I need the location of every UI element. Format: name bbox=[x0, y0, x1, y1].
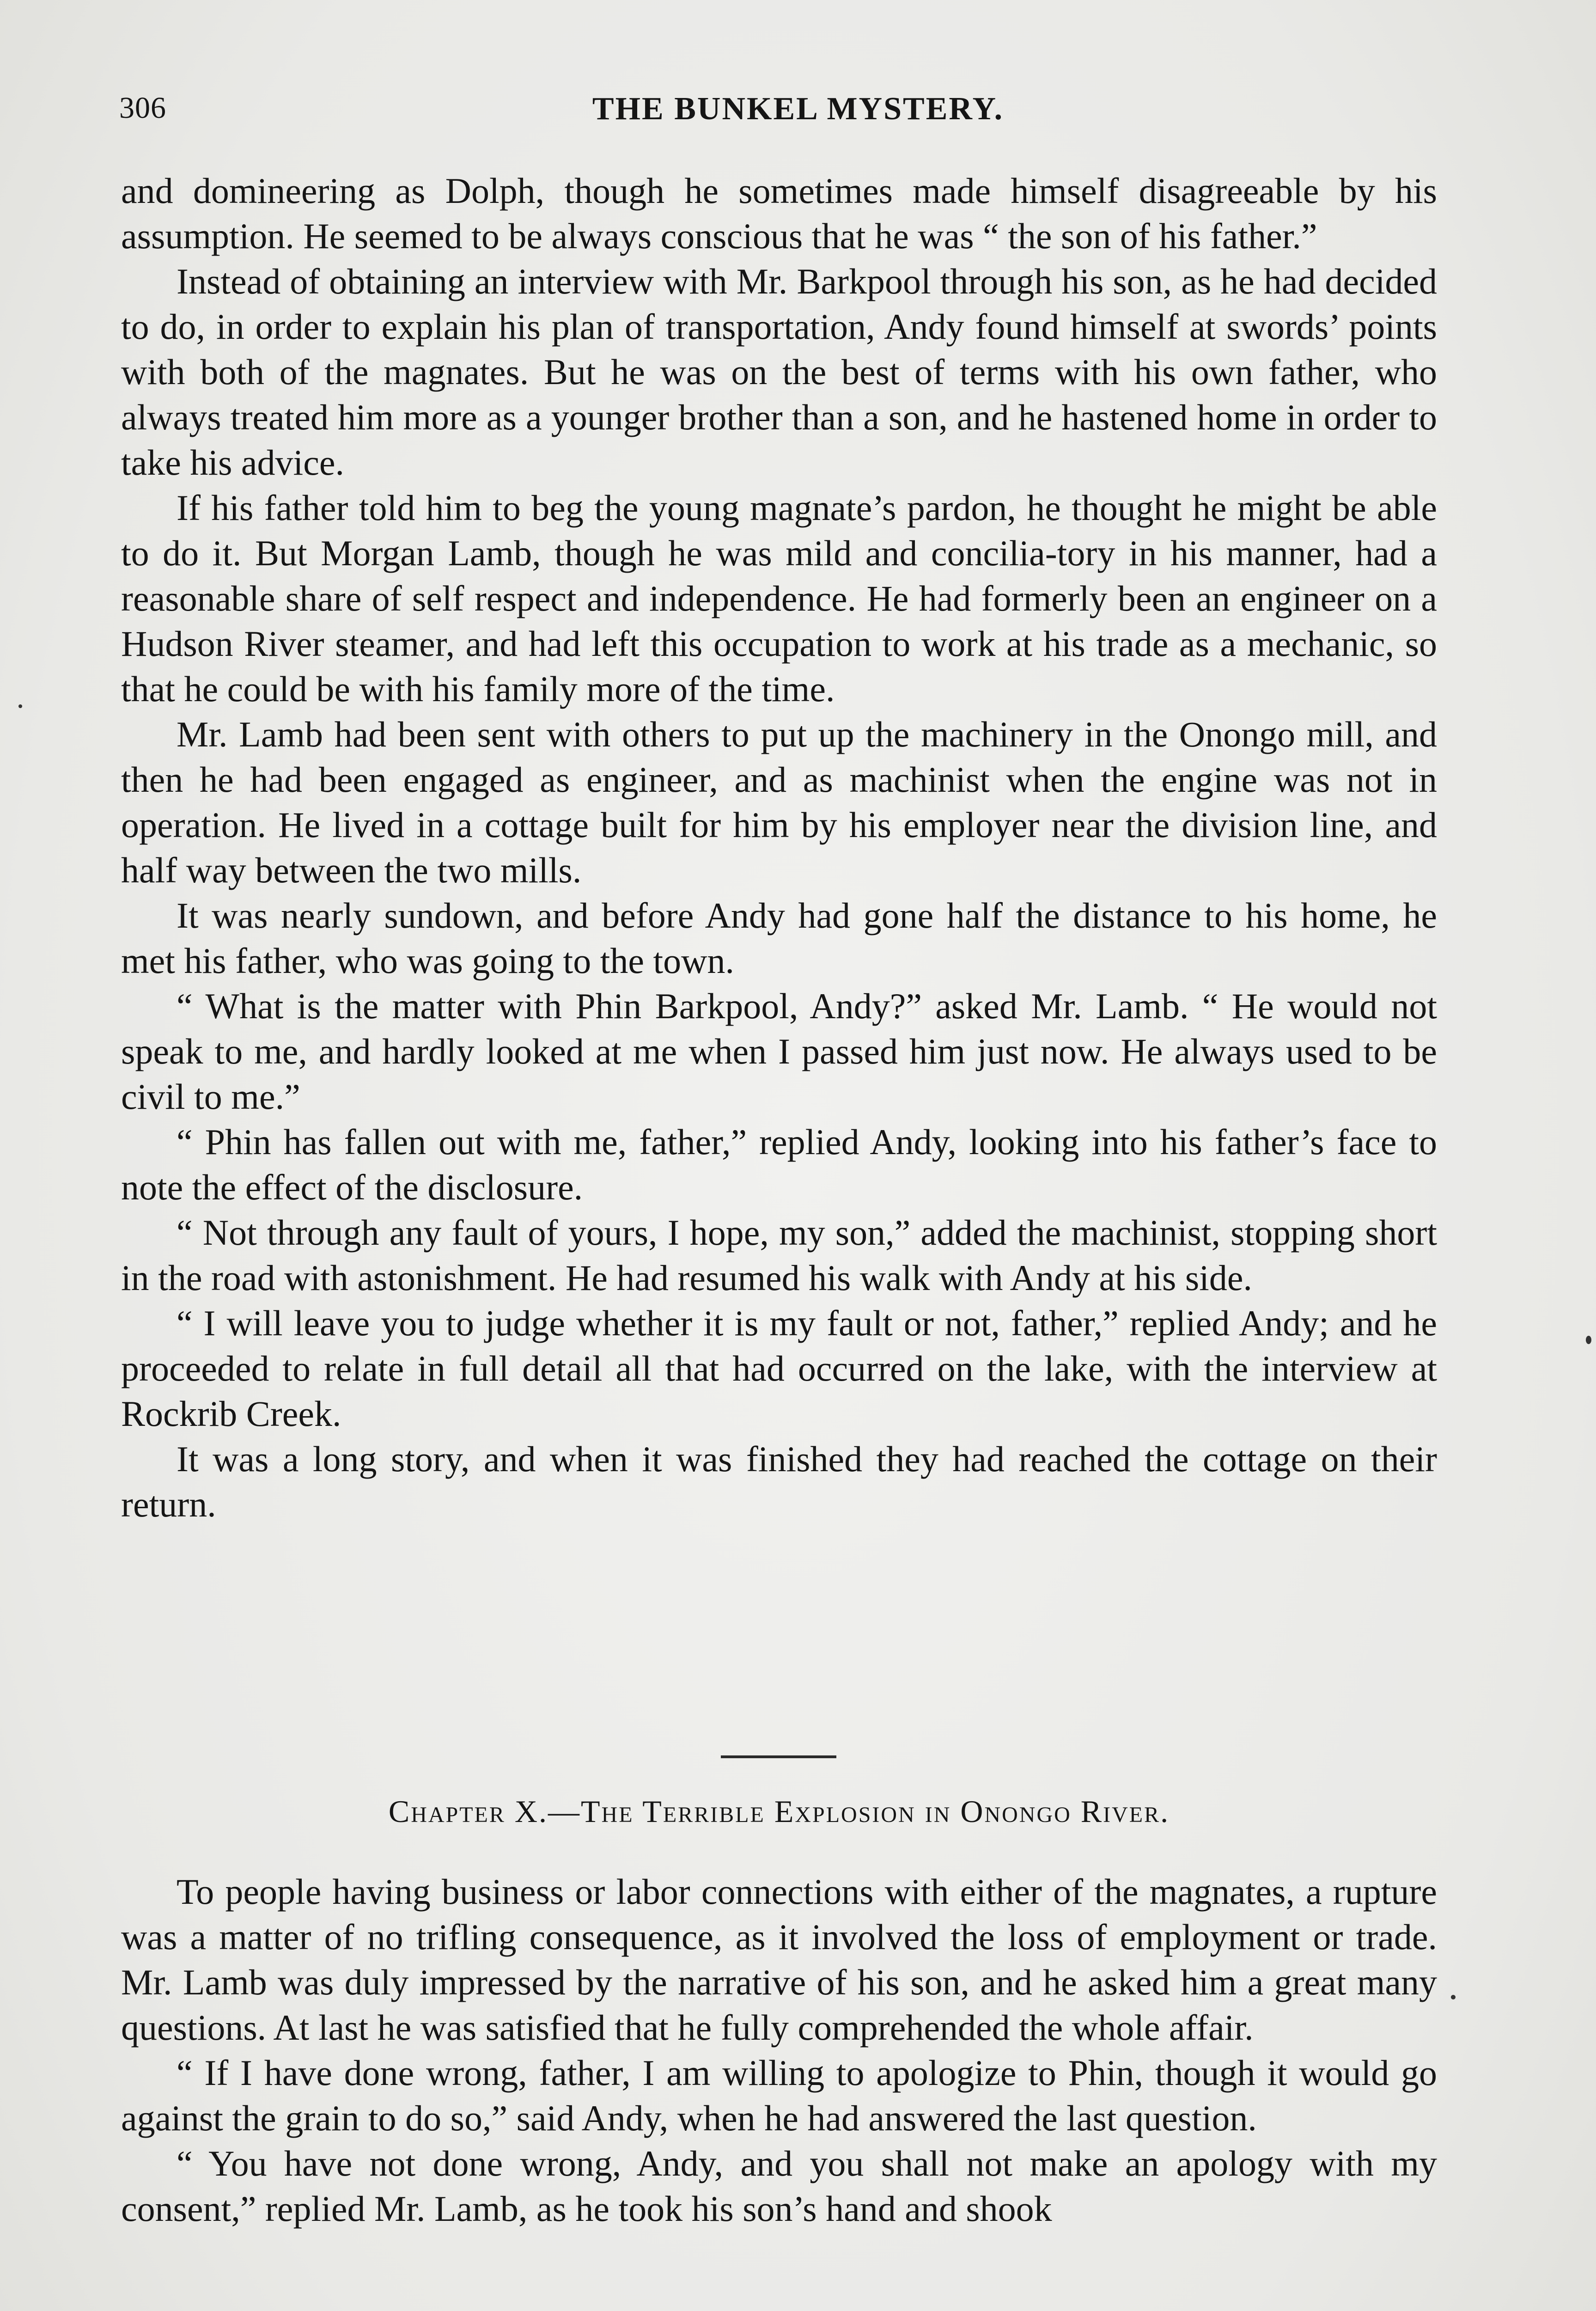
print-speck bbox=[1586, 1336, 1591, 1344]
print-speck bbox=[1451, 1995, 1456, 1999]
paragraph: “ You have not done wrong, Andy, and you shall not make an apology with my consent,” replied Mr. Lamb, as he took his son’s hand and shook bbox=[121, 2143, 1437, 2229]
paragraph: It was a long story, and when it was finished they had reached the cottage on their return. bbox=[121, 1439, 1437, 1524]
page-number: 306 bbox=[119, 91, 166, 125]
paragraph: “ Not through any fault of yours, I hope, my son,” added the machinist, stopping short in the road with astonishment. He had resumed his walk with Andy at his side. bbox=[121, 1212, 1437, 1298]
print-speck bbox=[18, 704, 22, 708]
paragraph: “ What is the matter with Phin Barkpool, Andy?” asked Mr. Lamb. “ He would not speak to me, and hardly looked at me when I passed him just now. He always used to be civil to me.” bbox=[121, 986, 1437, 1117]
bottom-text-block bbox=[121, 1869, 1437, 2232]
running-head-title: THE BUNKEL MYSTERY. bbox=[592, 91, 1004, 127]
top-text-block bbox=[121, 168, 1437, 1527]
paragraph: It was nearly sundown, and before Andy had gone half the distance to his home, he met his father, who was going to the town. bbox=[121, 895, 1437, 981]
paragraph: “ I will leave you to judge whether it is my fault or not, father,” replied Andy; and he proceeded to relate in full detail all that had occurred on the lake, with the interview at Rockrib Creek. bbox=[121, 1303, 1437, 1434]
paragraph: Mr. Lamb had been sent with others to put up the machinery in the Onongo mill, and then he had been engaged as engineer, and as machinist when the engine was not in operation. He lived in a cottage built for him by his employer near the division line, and half way between the two mills. bbox=[121, 714, 1437, 890]
paragraph: “ Phin has fallen out with me, father,” replied Andy, looking into his father’s face to note the effect of the disclosure. bbox=[121, 1122, 1437, 1207]
paragraph: and domineering as Dolph, though he sometimes made himself disagreeable by his assumption. He seemed to be always conscious that he was “ the son of his father.” bbox=[121, 171, 1437, 256]
chapter-heading: Chapter X.—The Terrible Explosion in Onongo River. bbox=[388, 1794, 1170, 1829]
paragraph: “ If I have done wrong, father, I am willing to apologize to Phin, though it would go against the grain to do so,” said Andy, when he had answered the last question. bbox=[121, 2053, 1437, 2138]
paragraph: If his father told him to beg the young magnate’s pardon, he thought he might be able to do it. But Morgan Lamb, though he was mild and concilia-tory in his manner, had a reasonable share of self respect and independence. He had formerly been an engineer on a Hudson River steamer, and had left this occupation to work at his trade as a mechanic, so that he could be with his family more of the time. bbox=[121, 488, 1437, 709]
paragraph: To people having business or labor connections with either of the magnates, a rupture was a matter of no trifling consequence, as it involved the loss of employment or trade. Mr. Lamb was duly impressed by the narrative of his son, and he asked him a great many questions. At last he was satisfied that he fully comprehended the whole affair. bbox=[121, 1871, 1437, 2048]
section-divider bbox=[721, 1755, 836, 1758]
paragraph: Instead of obtaining an interview with Mr. Barkpool through his son, as he had decided to do, in order to explain his plan of transportation, Andy found himself at swords’ points with both of the magnates. But he was on the best of terms with his own father, who always treated him more as a younger brother than a son, and he hastened home in order to take his advice. bbox=[121, 261, 1437, 483]
